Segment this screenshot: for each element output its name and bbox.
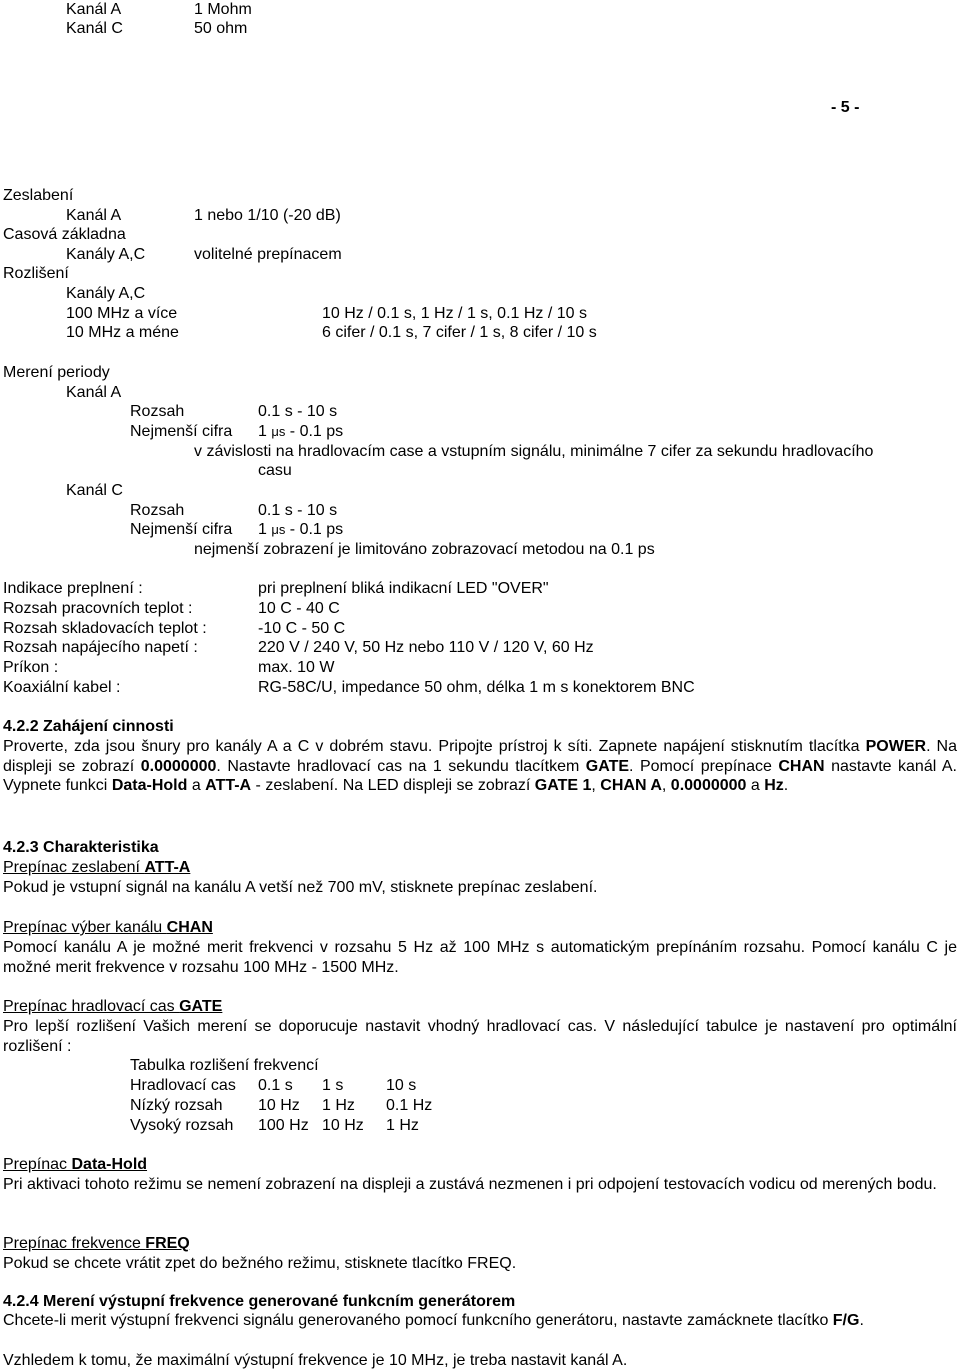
subsection-title bbox=[3, 1155, 147, 1175]
digit-prefix: 1 bbox=[258, 521, 272, 538]
table-cell: Vysoký rozsah bbox=[130, 1117, 234, 1134]
spec-value: 220 V / 240 V, 50 Hz nebo 110 V / 120 V, 60 Hz bbox=[258, 639, 594, 656]
title-text: Prepínac bbox=[3, 1156, 72, 1173]
spec-value: 10 Hz / 0.1 s, 1 Hz / 1 s, 0.1 Hz / 10 s bbox=[322, 305, 587, 322]
text-run: F/G bbox=[832, 1312, 860, 1329]
text-run: . bbox=[859, 1312, 864, 1329]
spec-label: Príkon : bbox=[3, 659, 59, 676]
top-row-value: 1 Mohm bbox=[194, 1, 252, 18]
top-row-label: Kanál C bbox=[66, 20, 123, 37]
spec-label: Rozsah pracovních teplot : bbox=[3, 600, 193, 617]
spec-label: Indikace preplnení : bbox=[3, 580, 143, 597]
spec-value: 6 cifer / 0.1 s, 7 cifer / 1 s, 8 cifer / 10 s bbox=[322, 324, 597, 341]
spec-label: Rozsah skladovacích teplot : bbox=[3, 620, 207, 637]
section-heading: 4.2.2 Zahájení cinnosti bbox=[3, 718, 174, 735]
text-run: nastavte kanál A. Vypnete funkci bbox=[3, 757, 958, 795]
table-cell: Hradlovací cas bbox=[130, 1077, 236, 1094]
digit-suffix: - 0.1 ps bbox=[285, 423, 344, 440]
subsection-title bbox=[3, 918, 213, 938]
spec-value: RG-58C/U, impedance 50 ohm, délka 1 m s konektorem BNC bbox=[258, 679, 695, 696]
spec-label: Rozsah bbox=[130, 403, 185, 420]
text-run: . bbox=[783, 777, 789, 795]
title-key: CHAN bbox=[166, 919, 213, 936]
table-cell: Nízký rozsah bbox=[130, 1097, 223, 1114]
spec-label: Koaxiální kabel : bbox=[3, 679, 121, 696]
section-heading: 4.2.4 Merení výstupní frekvence generované funkcním generátorem bbox=[3, 1293, 516, 1310]
title-text: Prepínac výber kanálu bbox=[3, 919, 167, 936]
section-paragraph bbox=[3, 1311, 957, 1331]
text-run: Proverte, zda jsou šnury pro kanály A a C v dobrém stavu. Pripojte prístroj k síti. Zapnete napájení stisknutím tlacítka bbox=[3, 738, 866, 755]
title-key: FREQ bbox=[145, 1235, 190, 1252]
table-cell: 10 s bbox=[386, 1077, 417, 1094]
table-cell: 0.1 Hz bbox=[386, 1097, 433, 1114]
text-run: a bbox=[187, 777, 206, 795]
spec-value: 0.1 s - 10 s bbox=[258, 403, 338, 420]
spec-value: volitelné prepínacem bbox=[194, 246, 342, 263]
subsection-text: Pro lepší rozlišení Vašich merení se doporucuje nastavit vhodný hradlovací cas. V následující tabulce je nastavení pro optimální rozlišení : bbox=[3, 1018, 957, 1055]
top-row-value: 50 ohm bbox=[194, 20, 248, 37]
text-run: GATE bbox=[585, 757, 630, 775]
subsection-title bbox=[3, 858, 190, 878]
section-heading: 4.2.3 Charakteristika bbox=[3, 839, 159, 856]
text-run: . Nastavte hradlovací cas na 1 sekundu tlacítkem bbox=[216, 757, 586, 775]
spec-label: Kanál A bbox=[66, 207, 122, 224]
spec-label: Rozsah napájecího napetí : bbox=[3, 639, 198, 656]
spec-label: Nejmenší cifra bbox=[130, 423, 233, 440]
channel-label: Kanál A bbox=[66, 384, 122, 401]
section-label-perioda: Merení periody bbox=[3, 364, 110, 381]
subsection-title bbox=[3, 1234, 190, 1254]
spec-value: max. 10 W bbox=[258, 659, 335, 676]
text-run: Data-Hold bbox=[111, 777, 188, 795]
text-run: a bbox=[746, 777, 765, 795]
section-label-casova: Casová základna bbox=[3, 226, 126, 243]
title-key: Data-Hold bbox=[71, 1156, 148, 1173]
text-run: - zeslabení. Na LED displeji se zobrazí bbox=[251, 777, 535, 795]
section-paragraph: Vzhledem k tomu, že maximální výstupní frekvence je 10 MHz, je treba nastavit kanál A. bbox=[3, 1352, 628, 1369]
text-run: 0.0000000 bbox=[140, 757, 217, 775]
digit-prefix: 1 bbox=[258, 423, 272, 440]
note-text: v závislosti na hradlovacím case a vstupním signálu, minimálne 7 cifer za sekundu hradlovacího bbox=[194, 443, 874, 460]
spec-value bbox=[258, 422, 343, 442]
text-run: 0.0000000 bbox=[670, 777, 747, 795]
text-run: . Na displeji se zobrazí bbox=[3, 738, 958, 775]
table-cell: 0.1 s bbox=[258, 1077, 293, 1094]
page-number: - 5 - bbox=[831, 99, 860, 116]
subsection-text: Pomocí kanálu A je možné merit frekvenci v rozsahu 5 Hz až 100 MHz s automatickým prepínáním rozsahu. Pomocí kanálu C je možné merit frekvence v rozsahu 100 MHz - 1500 MHz. bbox=[3, 939, 957, 976]
spec-value: 0.1 s - 10 s bbox=[258, 502, 338, 519]
spec-value: 1 nebo 1/10 (-20 dB) bbox=[194, 207, 341, 224]
table-cell: 1 Hz bbox=[386, 1117, 419, 1134]
channel-label: Kanál C bbox=[66, 482, 123, 499]
note-text: nejmenší zobrazení je limitováno zobrazovací metodou na 0.1 ps bbox=[194, 541, 655, 558]
table-cell: 1 s bbox=[322, 1077, 344, 1094]
spec-label: Nejmenší cifra bbox=[130, 521, 233, 538]
text-run: POWER bbox=[865, 738, 927, 755]
spec-value: pri preplnení bliká indikacní LED "OVER" bbox=[258, 580, 549, 597]
section-label-zeslabeni: Zeslabení bbox=[3, 187, 74, 204]
digit-suffix: - 0.1 ps bbox=[285, 521, 344, 538]
spec-label: 100 MHz a více bbox=[66, 305, 178, 322]
text-run: Hz bbox=[764, 777, 784, 795]
text-run: CHAN A bbox=[600, 777, 662, 795]
table-title: Tabulka rozlišení frekvencí bbox=[130, 1057, 319, 1074]
spec-label: 10 MHz a méne bbox=[66, 324, 179, 341]
text-run: . Pomocí prepínace bbox=[629, 757, 779, 775]
subsection-text: Pri aktivaci tohoto režimu se nemení zobrazení na displeji a zustává nezmenen i pri odpojení testovacích vodicu od merených bodu. bbox=[3, 1176, 937, 1193]
section-paragraph bbox=[3, 737, 957, 796]
text-run: , bbox=[591, 777, 601, 795]
text-run: , bbox=[661, 777, 671, 795]
section-label-rozliseni: Rozlišení bbox=[3, 265, 69, 282]
spec-value: -10 C - 50 C bbox=[258, 620, 346, 637]
text-run: Chcete-li merit výstupní frekvenci signálu generovaného pomocí funkcního generátoru, nastavte zamácknete tlacítko bbox=[3, 1312, 833, 1329]
spec-label: Rozsah bbox=[130, 502, 185, 519]
title-text: Prepínac zeslabení bbox=[3, 859, 145, 876]
table-cell: 10 Hz bbox=[258, 1097, 300, 1114]
subsection-text: Pokud se chcete vrátit zpet do bežného režimu, stisknete tlacítko FREQ. bbox=[3, 1255, 517, 1272]
table-cell: 1 Hz bbox=[322, 1097, 355, 1114]
spec-label: Kanály A,C bbox=[66, 285, 146, 302]
table-cell: 100 Hz bbox=[258, 1117, 309, 1134]
digit-unit: μs bbox=[271, 424, 286, 439]
table-cell: 10 Hz bbox=[322, 1117, 364, 1134]
title-key: GATE bbox=[179, 998, 223, 1015]
subsection-text: Pokud je vstupní signál na kanálu A vetší než 700 mV, stisknete prepínac zeslabení. bbox=[3, 879, 598, 896]
spec-label: Kanály A,C bbox=[66, 246, 146, 263]
title-text: Prepínac hradlovací cas bbox=[3, 998, 180, 1015]
title-key: ATT-A bbox=[144, 859, 191, 876]
subsection-title bbox=[3, 997, 222, 1017]
top-row-label: Kanál A bbox=[66, 1, 122, 18]
digit-unit: μs bbox=[271, 522, 286, 537]
title-text: Prepínac frekvence bbox=[3, 1235, 146, 1252]
text-run: CHAN bbox=[778, 757, 825, 775]
text-run: ATT-A bbox=[205, 777, 252, 795]
note-text: casu bbox=[258, 462, 292, 479]
spec-value: 10 C - 40 C bbox=[258, 600, 340, 617]
text-run: GATE 1 bbox=[534, 777, 592, 795]
spec-value bbox=[258, 520, 343, 540]
